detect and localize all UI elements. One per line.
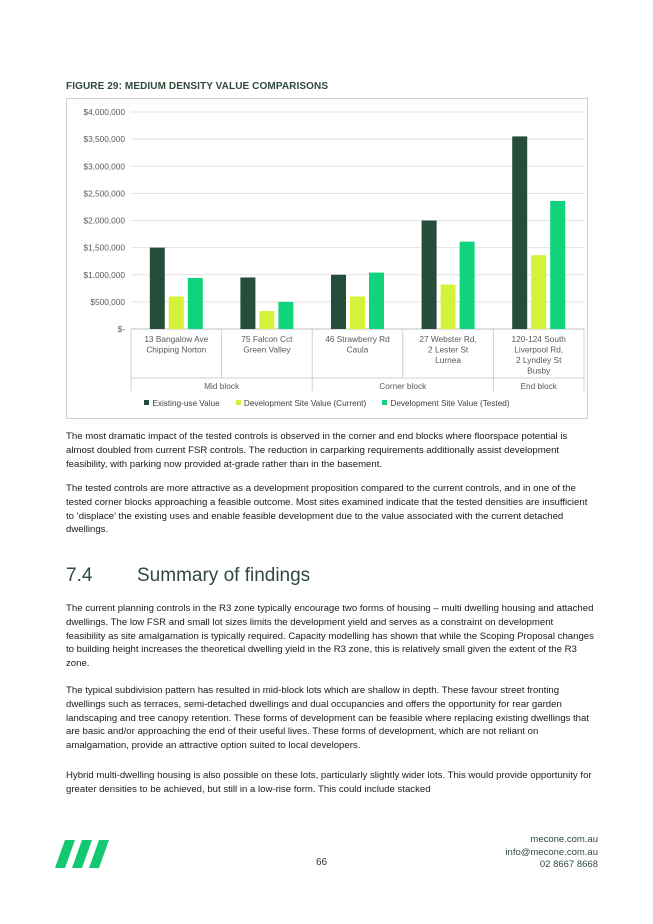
bar bbox=[369, 273, 384, 329]
bar-chart-svg bbox=[67, 99, 589, 399]
x-tick-label: Lurnea bbox=[435, 355, 462, 365]
email-link[interactable]: info@mecone.com.au bbox=[505, 846, 598, 858]
legend-swatch-current bbox=[236, 400, 241, 405]
y-tick-label: $3,000,000 bbox=[83, 161, 125, 172]
bar bbox=[531, 255, 546, 329]
paragraph: The tested controls are more attractive as a development proposition compared to the current controls, and in one of the tested corner blocks approaching a feasible outcome. Most sites examined indicate that the tested densities are insufficient to ‘displace’ the existing uses and enable feasible development due to the value associated with the current detached dwellings. bbox=[66, 483, 588, 536]
legend-label-existing: Existing-use Value bbox=[152, 399, 220, 408]
x-tick-label: Caula bbox=[346, 344, 369, 355]
bar-chart bbox=[66, 98, 588, 419]
bar bbox=[169, 296, 184, 329]
paragraph: The most dramatic impact of the tested controls is observed in the corner and end blocks where floorspace potential is almost doubled from current FSR controls. The reduction in carparking requirements additionally assist development feasibility, with parking now provided at-grade rather than in the basement. bbox=[66, 431, 568, 470]
y-tick-label: $1,500,000 bbox=[83, 242, 125, 253]
y-tick-label: $2,000,000 bbox=[83, 215, 125, 226]
mecone-logo-icon bbox=[55, 840, 109, 873]
x-tick-label: 46 Strawberry Rd bbox=[325, 334, 390, 344]
legend-label-current: Development Site Value (Current) bbox=[243, 399, 367, 408]
y-tick-label: $1,000,000 bbox=[83, 269, 125, 280]
group-label: Corner block bbox=[379, 381, 427, 391]
group-label: End block bbox=[520, 381, 557, 391]
section-heading bbox=[66, 565, 310, 587]
bar bbox=[259, 311, 274, 329]
y-tick-label: $- bbox=[117, 324, 125, 334]
y-tick-label: $500,000 bbox=[90, 296, 125, 307]
bar bbox=[150, 248, 165, 329]
legend-item-existing bbox=[144, 399, 219, 408]
bar bbox=[188, 278, 203, 329]
x-tick-label: 2 Lyndley St bbox=[516, 355, 562, 365]
paragraph: The typical subdivision pattern has resulted in mid-block lots which are shallow in depth. These favour street fronting dwellings such as terraces, semi-detached dwellings and dual occupancies and offers the opportunity for rear garden landscaping and tree canopy retention. These forms of development can be feasible where replacing existing dwellings that are basic and/or approaching the end of their useful lives. These forms of development, which are not reliant on amalgamation, provide an attractive option suited to local developers. bbox=[66, 685, 589, 752]
x-tick-label: Green Valley bbox=[243, 344, 291, 355]
legend-label-tested: Development Site Value (Tested) bbox=[390, 399, 510, 408]
legend-item-current bbox=[236, 399, 366, 408]
chart-legend bbox=[67, 399, 587, 408]
paragraph: Hybrid multi-dwelling housing is also possible on these lots, particularly slightly wider lots. This would provide opportunity for greater densities to be achieved, but still in a low-rise form. This could include stacked bbox=[66, 770, 592, 795]
x-tick-label: Chipping Norton bbox=[146, 344, 207, 355]
group-label: Mid block bbox=[204, 381, 240, 391]
y-tick-label: $4,000,000 bbox=[83, 107, 125, 117]
legend-swatch-existing bbox=[144, 400, 149, 405]
page-number: 66 bbox=[316, 857, 328, 868]
x-tick-label: Liverpool Rd, bbox=[514, 344, 564, 355]
bar bbox=[331, 275, 346, 329]
contact-block bbox=[505, 834, 598, 872]
section-title: Summary of findings bbox=[137, 565, 311, 586]
bar bbox=[278, 302, 293, 329]
x-tick-label: 75 Falcon Cct bbox=[241, 334, 293, 344]
bar bbox=[512, 136, 527, 329]
x-tick-label: 13 Bangalow Ave bbox=[144, 334, 209, 344]
x-tick-label: Busby bbox=[527, 365, 551, 376]
x-tick-label: 120-124 South bbox=[511, 334, 566, 344]
y-tick-label: $3,500,000 bbox=[83, 134, 125, 145]
x-tick-label: 27 Webster Rd, bbox=[419, 334, 477, 344]
bar bbox=[550, 201, 565, 329]
bar bbox=[460, 242, 475, 329]
y-tick-label: $2,500,000 bbox=[83, 188, 125, 199]
figure-title: FIGURE 29: MEDIUM DENSITY VALUE COMPARISONS bbox=[66, 81, 329, 92]
bar bbox=[240, 277, 255, 329]
legend-swatch-tested bbox=[382, 400, 387, 405]
legend-item-tested bbox=[382, 399, 509, 408]
website-link[interactable]: mecone.com.au bbox=[530, 834, 598, 845]
paragraph: The current planning controls in the R3 zone typically encourage two forms of housing – multi dwelling housing and attached dwellings. The low FSR and small lot sizes limits the development yield and serves as a constraint on development feasibility as site amalgamation is typically required. Capacity modelling has shown that while the Scoping Proposal changes to building height increases the theoretical dwelling yield in the R3 zone, this is relatively small given the extent of the R3 zone. bbox=[66, 603, 594, 670]
section-number: 7.4 bbox=[66, 565, 93, 586]
bar bbox=[441, 285, 456, 329]
bar bbox=[422, 221, 437, 330]
bar bbox=[350, 296, 365, 329]
phone-number: 02 8667 8668 bbox=[539, 859, 598, 870]
x-tick-label: 2 Lester St bbox=[428, 344, 469, 355]
